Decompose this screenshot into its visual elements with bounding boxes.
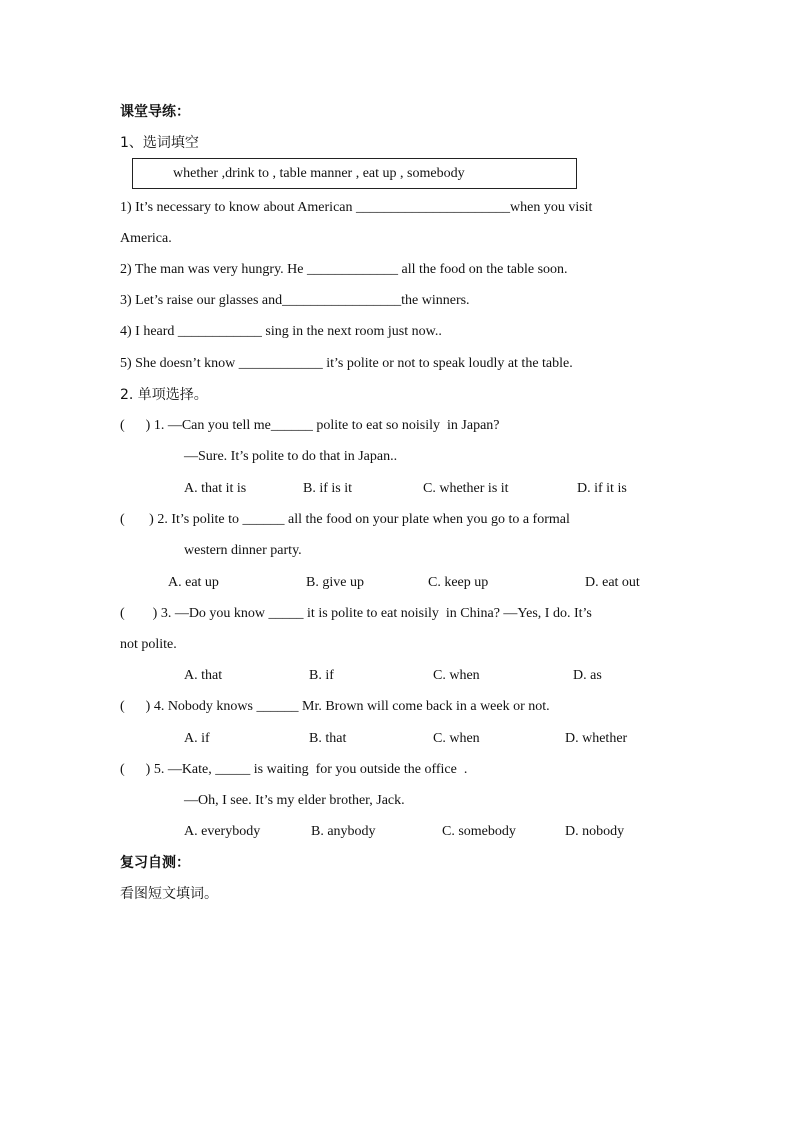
mc-q4-option-c: C. when xyxy=(433,731,480,746)
word-bank-text: whether ,drink to , table manner , eat up , somebody xyxy=(173,166,465,181)
mc-q2-line2: western dinner party. xyxy=(184,543,302,558)
fill-q4: 4) I heard ____________ sing in the next room just now.. xyxy=(120,324,442,339)
mc-q2-line1: ( ) 2. It’s polite to ______ all the food on your plate when you go to a formal xyxy=(120,512,570,527)
word-bank-box xyxy=(132,158,577,189)
mc-q5-option-b: B. anybody xyxy=(311,824,376,839)
mc-q3-line1: ( ) 3. —Do you know _____ it is polite to eat noisily in China? —Yes, I do. It’s xyxy=(120,606,592,621)
mc-q5-line2: —Oh, I see. It’s my elder brother, Jack. xyxy=(184,793,405,808)
section2-title: 2. 单项选择。 xyxy=(120,387,208,403)
mc-q1-line1: ( ) 1. —Can you tell me______ polite to eat so noisily in Japan? xyxy=(120,418,500,433)
mc-q5-option-c: C. somebody xyxy=(442,824,516,839)
mc-q5-line1: ( ) 5. —Kate, _____ is waiting for you outside the office . xyxy=(120,762,468,777)
classroom-heading: 课堂导练： xyxy=(120,104,190,120)
fill-q1-line1: 1) It’s necessary to know about American ______________________when you visit xyxy=(120,200,593,215)
mc-q3-option-b: B. if xyxy=(309,668,334,683)
fill-q5: 5) She doesn’t know ____________ it’s polite or not to speak loudly at the table. xyxy=(120,356,573,371)
mc-q3-option-a: A. that xyxy=(184,668,223,683)
mc-q1-option-a: A. that it is xyxy=(184,481,247,496)
fill-q1-line2: America. xyxy=(120,231,172,246)
mc-q3-option-d: D. as xyxy=(573,668,602,683)
mc-q1-line2: —Sure. It’s polite to do that in Japan.. xyxy=(184,449,398,464)
mc-q2-option-d: D. eat out xyxy=(585,575,640,590)
mc-q2-option-b: B. give up xyxy=(306,575,364,590)
mc-q2-option-c: C. keep up xyxy=(428,575,489,590)
fill-q3: 3) Let’s raise our glasses and_________________the winners. xyxy=(120,293,470,308)
mc-q4-line1: ( ) 4. Nobody knows ______ Mr. Brown will come back in a week or not. xyxy=(120,699,550,714)
mc-q4-option-d: D. whether xyxy=(565,731,628,746)
mc-q3-option-c: C. when xyxy=(433,668,480,683)
mc-q2-option-a: A. eat up xyxy=(168,575,219,590)
review-instruction: 看图短文填词。 xyxy=(120,886,218,902)
mc-q4-option-a: A. if xyxy=(184,731,210,746)
fill-q2: 2) The man was very hungry. He _____________ all the food on the table soon. xyxy=(120,262,568,277)
mc-q1-option-d: D. if it is xyxy=(577,481,627,496)
mc-q5-option-d: D. nobody xyxy=(565,824,625,839)
review-heading: 复习自测： xyxy=(120,855,190,871)
section1-title: 1、选词填空 xyxy=(120,135,199,151)
mc-q3-line2: not polite. xyxy=(120,637,177,652)
mc-q1-option-b: B. if is it xyxy=(303,481,353,496)
mc-q5-option-a: A. everybody xyxy=(184,824,261,839)
mc-q4-option-b: B. that xyxy=(309,731,347,746)
mc-q1-option-c: C. whether is it xyxy=(423,481,509,496)
